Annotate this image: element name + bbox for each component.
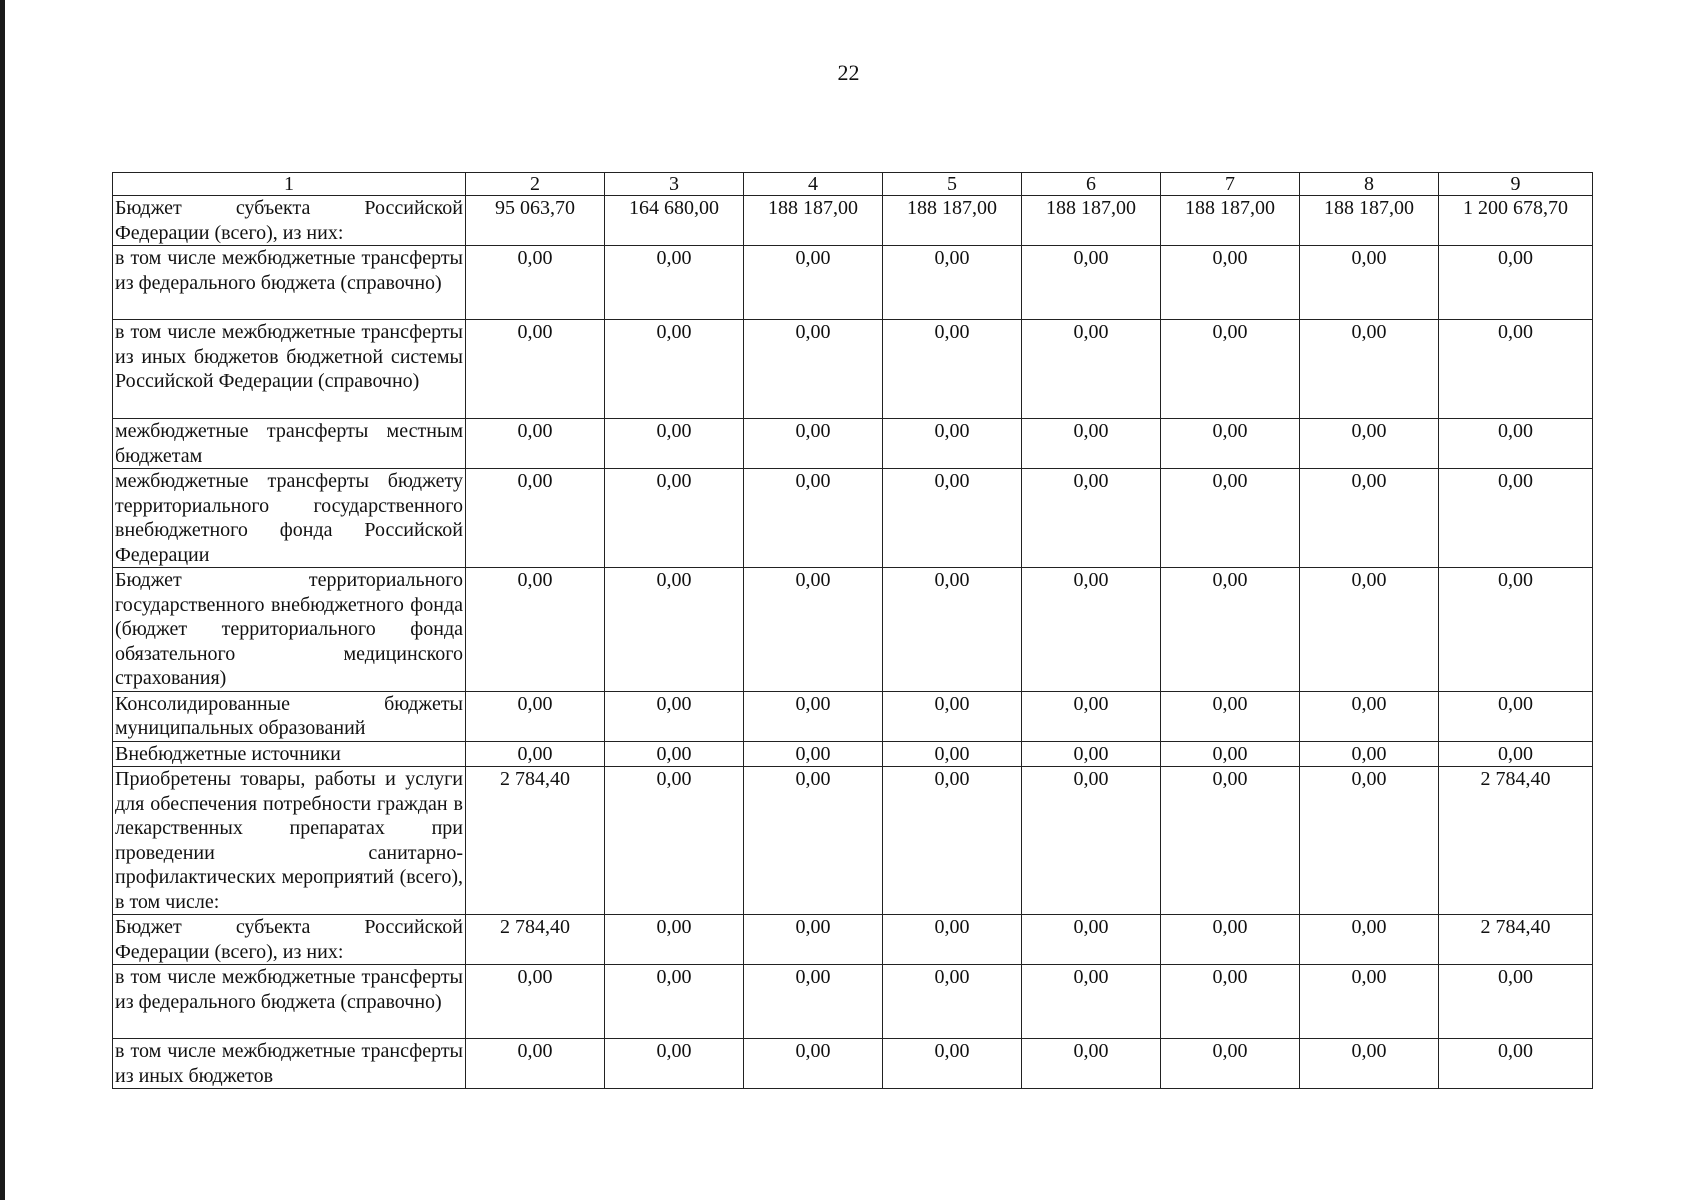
value-cell: 0,00 bbox=[1161, 246, 1300, 320]
table-row bbox=[113, 1039, 1593, 1089]
table-row bbox=[113, 741, 1593, 767]
value-cell: 0,00 bbox=[1161, 741, 1300, 767]
row-label: Бюджет территориального государственного внебюджетного фонда (бюджет территориального фонда обязательного медицинского страхования) bbox=[113, 568, 466, 692]
table-row bbox=[113, 915, 1593, 965]
header-row bbox=[113, 173, 1593, 196]
value-cell: 0,00 bbox=[605, 568, 744, 692]
value-cell: 0,00 bbox=[744, 741, 883, 767]
value-cell: 2 784,40 bbox=[466, 767, 605, 915]
value-cell: 0,00 bbox=[883, 568, 1022, 692]
value-cell: 0,00 bbox=[466, 965, 605, 1039]
value-cell: 0,00 bbox=[883, 741, 1022, 767]
value-cell: 0,00 bbox=[605, 691, 744, 741]
value-cell: 0,00 bbox=[1439, 741, 1593, 767]
value-cell: 0,00 bbox=[744, 419, 883, 469]
value-cell: 0,00 bbox=[1300, 767, 1439, 915]
value-cell: 0,00 bbox=[466, 246, 605, 320]
header-cell: 4 bbox=[744, 173, 883, 196]
row-label: Бюджет субъекта Российской Федерации (всего), из них: bbox=[113, 196, 466, 246]
value-cell: 1 200 678,70 bbox=[1439, 196, 1593, 246]
table-row bbox=[113, 469, 1593, 568]
value-cell: 0,00 bbox=[883, 246, 1022, 320]
value-cell: 0,00 bbox=[1300, 1039, 1439, 1089]
value-cell: 188 187,00 bbox=[1161, 196, 1300, 246]
header-cell: 9 bbox=[1439, 173, 1593, 196]
table-row bbox=[113, 767, 1593, 915]
value-cell: 0,00 bbox=[1161, 469, 1300, 568]
value-cell: 0,00 bbox=[1022, 469, 1161, 568]
value-cell: 0,00 bbox=[1161, 965, 1300, 1039]
value-cell: 0,00 bbox=[466, 691, 605, 741]
value-cell: 0,00 bbox=[1439, 691, 1593, 741]
value-cell: 188 187,00 bbox=[1300, 196, 1439, 246]
scan-edge bbox=[0, 0, 5, 1200]
value-cell: 0,00 bbox=[1161, 915, 1300, 965]
header-cell: 7 bbox=[1161, 173, 1300, 196]
value-cell: 0,00 bbox=[605, 915, 744, 965]
header-cell: 5 bbox=[883, 173, 1022, 196]
value-cell: 0,00 bbox=[605, 965, 744, 1039]
table-row bbox=[113, 965, 1593, 1039]
value-cell: 0,00 bbox=[1022, 965, 1161, 1039]
value-cell: 2 784,40 bbox=[1439, 767, 1593, 915]
header-cell: 3 bbox=[605, 173, 744, 196]
value-cell: 0,00 bbox=[605, 1039, 744, 1089]
value-cell: 0,00 bbox=[883, 469, 1022, 568]
value-cell: 2 784,40 bbox=[1439, 915, 1593, 965]
value-cell: 0,00 bbox=[1439, 419, 1593, 469]
value-cell: 0,00 bbox=[744, 568, 883, 692]
row-label: в том числе межбюджетные трансферты из иных бюджетов bbox=[113, 1039, 466, 1089]
value-cell: 0,00 bbox=[744, 965, 883, 1039]
table-row bbox=[113, 568, 1593, 692]
value-cell: 0,00 bbox=[1161, 419, 1300, 469]
value-cell: 0,00 bbox=[1161, 320, 1300, 419]
row-label: Консолидированные бюджеты муниципальных образований bbox=[113, 691, 466, 741]
header-cell: 8 bbox=[1300, 173, 1439, 196]
value-cell: 0,00 bbox=[1300, 419, 1439, 469]
value-cell: 0,00 bbox=[605, 741, 744, 767]
value-cell: 0,00 bbox=[605, 320, 744, 419]
value-cell: 0,00 bbox=[605, 419, 744, 469]
value-cell: 0,00 bbox=[883, 965, 1022, 1039]
row-label: межбюджетные трансферты бюджету территориального государственного внебюджетного фонда Российской Федерации bbox=[113, 469, 466, 568]
value-cell: 0,00 bbox=[466, 469, 605, 568]
value-cell: 0,00 bbox=[1161, 767, 1300, 915]
table-row bbox=[113, 691, 1593, 741]
value-cell: 0,00 bbox=[1300, 741, 1439, 767]
value-cell: 0,00 bbox=[1300, 915, 1439, 965]
value-cell: 0,00 bbox=[466, 741, 605, 767]
value-cell: 0,00 bbox=[883, 320, 1022, 419]
value-cell: 164 680,00 bbox=[605, 196, 744, 246]
value-cell: 0,00 bbox=[744, 469, 883, 568]
value-cell: 0,00 bbox=[883, 1039, 1022, 1089]
value-cell: 0,00 bbox=[1439, 320, 1593, 419]
value-cell: 0,00 bbox=[1439, 965, 1593, 1039]
value-cell: 0,00 bbox=[744, 246, 883, 320]
value-cell: 0,00 bbox=[1022, 246, 1161, 320]
value-cell: 0,00 bbox=[744, 767, 883, 915]
header-cell: 1 bbox=[113, 173, 466, 196]
value-cell: 0,00 bbox=[1022, 320, 1161, 419]
page-number: 22 bbox=[837, 60, 860, 85]
value-cell: 0,00 bbox=[1161, 1039, 1300, 1089]
value-cell: 0,00 bbox=[883, 419, 1022, 469]
row-label: в том числе межбюджетные трансферты из федерального бюджета (справочно) bbox=[113, 246, 466, 320]
value-cell: 0,00 bbox=[1300, 691, 1439, 741]
value-cell: 0,00 bbox=[1300, 965, 1439, 1039]
row-label: Приобретены товары, работы и услуги для обеспечения потребности граждан в лекарственных препаратах при проведении санитарно-профилактических мероприятий (всего), в том числе: bbox=[113, 767, 466, 915]
value-cell: 0,00 bbox=[883, 767, 1022, 915]
table-row bbox=[113, 320, 1593, 419]
value-cell: 0,00 bbox=[1022, 767, 1161, 915]
table-row bbox=[113, 419, 1593, 469]
value-cell: 0,00 bbox=[1022, 915, 1161, 965]
value-cell: 0,00 bbox=[1439, 469, 1593, 568]
value-cell: 0,00 bbox=[1022, 568, 1161, 692]
value-cell: 0,00 bbox=[883, 915, 1022, 965]
value-cell: 0,00 bbox=[744, 320, 883, 419]
value-cell: 0,00 bbox=[605, 767, 744, 915]
value-cell: 0,00 bbox=[466, 419, 605, 469]
value-cell: 0,00 bbox=[744, 915, 883, 965]
value-cell: 0,00 bbox=[1439, 1039, 1593, 1089]
value-cell: 95 063,70 bbox=[466, 196, 605, 246]
value-cell: 0,00 bbox=[1022, 419, 1161, 469]
value-cell: 2 784,40 bbox=[466, 915, 605, 965]
value-cell: 0,00 bbox=[466, 568, 605, 692]
value-cell: 188 187,00 bbox=[883, 196, 1022, 246]
value-cell: 0,00 bbox=[1161, 568, 1300, 692]
row-label: межбюджетные трансферты местным бюджетам bbox=[113, 419, 466, 469]
value-cell: 0,00 bbox=[1300, 246, 1439, 320]
row-label: в том числе межбюджетные трансферты из иных бюджетов бюджетной системы Российской Федерации (справочно) bbox=[113, 320, 466, 419]
value-cell: 0,00 bbox=[605, 246, 744, 320]
table-row bbox=[113, 196, 1593, 246]
value-cell: 188 187,00 bbox=[1022, 196, 1161, 246]
value-cell: 0,00 bbox=[1022, 741, 1161, 767]
value-cell: 0,00 bbox=[1161, 691, 1300, 741]
row-label: в том числе межбюджетные трансферты из федерального бюджета (справочно) bbox=[113, 965, 466, 1039]
table-row bbox=[113, 246, 1593, 320]
value-cell: 0,00 bbox=[1022, 691, 1161, 741]
value-cell: 0,00 bbox=[1300, 320, 1439, 419]
row-label: Бюджет субъекта Российской Федерации (всего), из них: bbox=[113, 915, 466, 965]
value-cell: 0,00 bbox=[1300, 469, 1439, 568]
value-cell: 0,00 bbox=[466, 1039, 605, 1089]
header-cell: 2 bbox=[466, 173, 605, 196]
value-cell: 0,00 bbox=[744, 1039, 883, 1089]
value-cell: 0,00 bbox=[466, 320, 605, 419]
value-cell: 0,00 bbox=[744, 691, 883, 741]
value-cell: 188 187,00 bbox=[744, 196, 883, 246]
header-cell: 6 bbox=[1022, 173, 1161, 196]
value-cell: 0,00 bbox=[605, 469, 744, 568]
value-cell: 0,00 bbox=[1300, 568, 1439, 692]
row-label: Внебюджетные источники bbox=[113, 741, 466, 767]
value-cell: 0,00 bbox=[883, 691, 1022, 741]
value-cell: 0,00 bbox=[1439, 246, 1593, 320]
value-cell: 0,00 bbox=[1439, 568, 1593, 692]
value-cell: 0,00 bbox=[1022, 1039, 1161, 1089]
budget-table bbox=[112, 172, 1593, 1089]
